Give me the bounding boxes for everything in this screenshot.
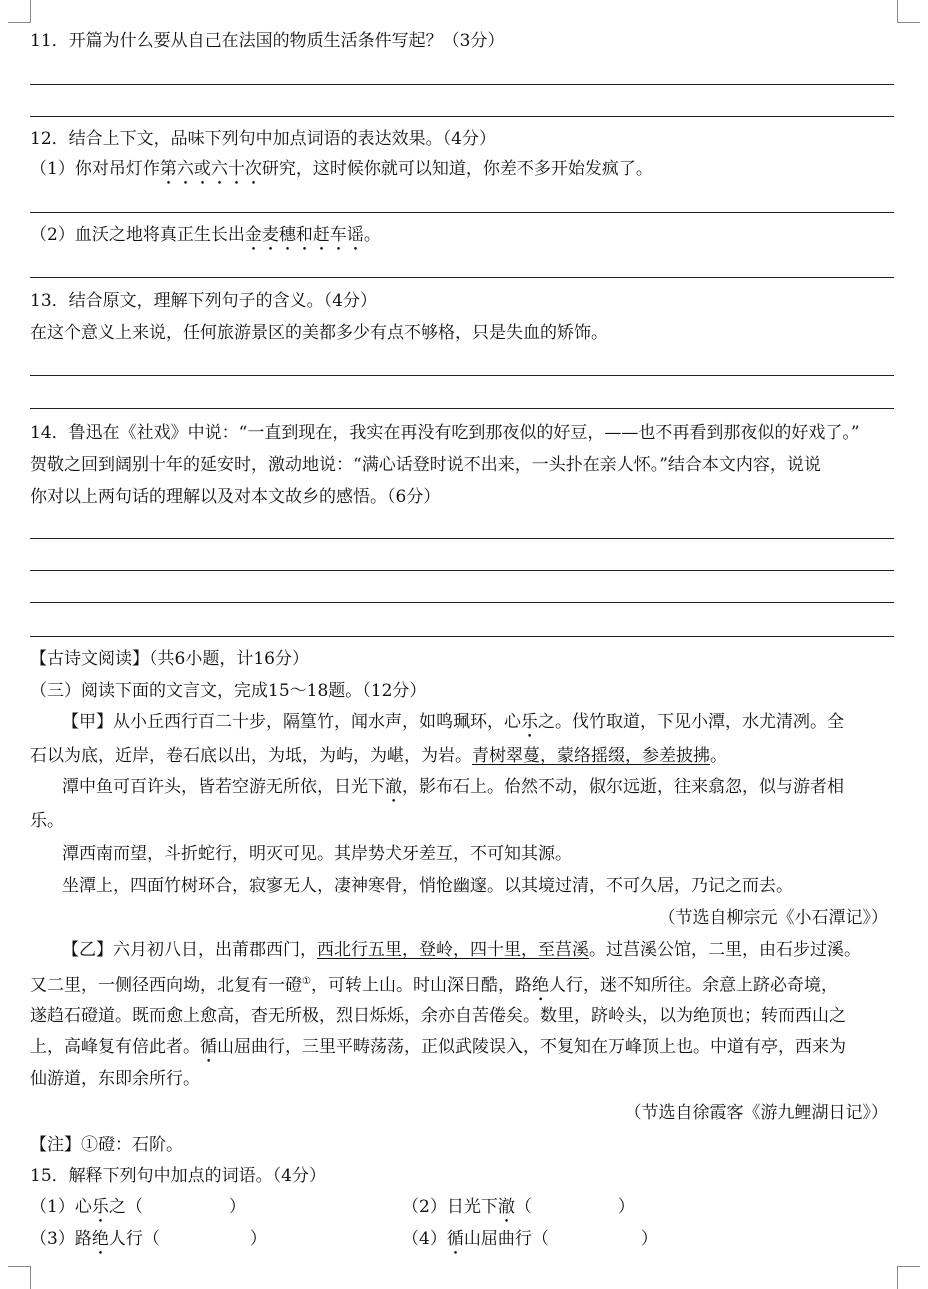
answer-line[interactable] <box>30 602 894 603</box>
text: 石以为底，近岸，卷石底以出，为坻，为屿，为嵁，为岩。 <box>30 746 472 766</box>
passage-jia-p2 <box>62 776 894 807</box>
dotted-word: 澈 <box>497 1197 515 1217</box>
answer-line[interactable] <box>30 538 894 539</box>
text: 之。伐竹取道，下见小潭，水尤清冽。全 <box>538 712 844 732</box>
text: 山屈曲行（ <box>463 1229 549 1249</box>
passage-jia-p4: 坐潭上，四面竹树环合，寂寥无人，凄神寒骨，悄怆幽邃。以其境过清，不可久居，乃记之而去。 <box>62 876 793 896</box>
answer-line[interactable] <box>30 84 894 85</box>
passage-yi-source: （节选自徐霞客《游九鲤湖日记》） <box>624 1103 888 1123</box>
answer-line[interactable] <box>30 408 894 409</box>
text: ） <box>228 1197 246 1217</box>
text: （4） <box>402 1229 447 1249</box>
text: 人行，迷不知所往。余意上跻必奇境， <box>548 975 838 996</box>
text: ，可转上山。时山深日酷，路 <box>310 975 532 996</box>
answer-line[interactable] <box>30 212 894 213</box>
text: 【甲】从小丘西行百二十步，隔篁竹，闻水声，如鸣珮环，心 <box>62 712 521 732</box>
question-11: 11．开篇为什么要从自己在法国的物质生活条件写起？（3分） <box>30 31 505 51</box>
question-12-item-2 <box>30 224 894 255</box>
crop-mark-bottom-left <box>8 1266 31 1289</box>
question-15-item-1 <box>30 1196 246 1227</box>
passage-jia-source: （节选自柳宗元《小石潭记》） <box>658 908 888 928</box>
section-title: 【古诗文阅读】（共6小题，计16分） <box>30 649 309 669</box>
text: （ <box>514 1197 532 1217</box>
passage-yi-line-4 <box>30 1036 894 1067</box>
text: 人行（ <box>108 1229 160 1249</box>
question-14-line-2: 贺敬之回到阔别十年的延安时，激动地说：“满心话登时说不出来，一头扑在亲人怀。”结合本文内容，说说 <box>30 455 821 475</box>
text: ） <box>249 1229 267 1249</box>
text: 【乙】六月初八日，出莆郡西门， <box>62 940 317 960</box>
passage-jia-p1 <box>62 711 894 742</box>
answer-line[interactable] <box>30 375 894 376</box>
question-15-item-4 <box>402 1228 658 1259</box>
text: （1）你对吊灯作 <box>30 159 160 179</box>
text: ，影布石上。佁然不动，俶尔远逝，往来翕忽，似与游者相 <box>402 777 844 797</box>
text: ） <box>640 1229 658 1249</box>
text: 潭中鱼可百许头，皆若空游无所依，日光下 <box>62 777 385 797</box>
text: 山屈曲行，三里平畴荡荡，正似武陵误入，不复知在万峰顶上也。中道有亭，西来为 <box>217 1037 846 1057</box>
dotted-phrase: 金麦穗和赶车谣 <box>244 225 364 245</box>
dotted-word: 乐 <box>521 712 538 732</box>
section-subtitle: （三）阅读下面的文言文，完成15～18题。（12分） <box>30 681 427 701</box>
answer-line[interactable] <box>30 570 894 571</box>
question-12: 12．结合上下文，品味下列句中加点词语的表达效果。（4分） <box>30 129 496 149</box>
underlined-sentence: 青树翠蔓，蒙络摇缀，参差披拂 <box>472 746 710 766</box>
passage-yi-line-2 <box>30 971 894 1006</box>
question-13: 13．结合原文，理解下列句子的含义。（4分） <box>30 291 377 311</box>
answer-line[interactable] <box>30 116 894 117</box>
footnote-mark: ① <box>302 976 311 987</box>
text: 研究，这时候你就可以知道，你差不多开始发疯了。 <box>261 159 653 179</box>
dotted-word: 循 <box>446 1229 464 1249</box>
answer-line[interactable] <box>30 277 894 278</box>
text: （1）心 <box>30 1197 92 1217</box>
question-15-item-2 <box>402 1196 635 1227</box>
question-12-item-1 <box>30 158 894 189</box>
text: 。 <box>710 746 727 766</box>
text: 上，高峰复有倍此者。 <box>30 1037 200 1057</box>
passage-yi-line-3: 遂趋石磴道。既而愈上愈高，杳无所极，烈日烁烁，余亦自苦倦矣。数里，跻岭头，以为绝顶也；转而西山之 <box>30 1006 846 1026</box>
passage-jia-p3: 潭西南而望，斗折蛇行，明灭可见。其岸势犬牙差互，不可知其源。 <box>62 844 572 864</box>
text: 。 <box>363 225 381 245</box>
dotted-word: 绝 <box>531 975 549 996</box>
passage-yi-line-1 <box>62 939 894 961</box>
passage-jia-p1-line-2 <box>30 745 894 767</box>
dotted-word: 乐 <box>91 1197 109 1217</box>
answer-line[interactable] <box>30 636 894 637</box>
passage-yi-line-5: 仙游道，东即余所行。 <box>30 1069 200 1089</box>
crop-mark-top-right <box>897 0 920 23</box>
text: （2）日光下 <box>402 1197 498 1217</box>
dotted-word: 绝 <box>91 1229 109 1249</box>
text: （3）路 <box>30 1229 92 1249</box>
crop-mark-bottom-right <box>897 1266 920 1289</box>
text: 。过莒溪公馆，二里，由石步过溪。 <box>589 940 861 960</box>
question-15-item-3 <box>30 1228 267 1259</box>
footnote: 【注】①磴：石阶。 <box>30 1135 183 1155</box>
dotted-word: 澈 <box>385 777 402 797</box>
text: 之（ <box>108 1197 143 1217</box>
text: ） <box>617 1197 635 1217</box>
text: （2）血沃之地将真正生长出 <box>30 225 245 245</box>
question-15: 15．解释下列句中加点的词语。（4分） <box>30 1166 326 1186</box>
question-14-line-3: 你对以上两句话的理解以及对本文故乡的感悟。（6分） <box>30 487 441 507</box>
dotted-word: 循 <box>200 1037 217 1057</box>
crop-mark-top-left <box>8 0 31 23</box>
question-14-line-1: 14．鲁迅在《社戏》中说：“一直到现在，我实在再没有吃到那夜似的好豆，——也不再看到那夜似的好戏了。” <box>30 423 860 443</box>
underlined-sentence: 西北行五里，登岭，四十里，至莒溪 <box>317 940 589 960</box>
passage-jia-p2-line-2: 乐。 <box>30 811 64 831</box>
text: 又二里，一侧径西向坳，北复有一磴 <box>30 975 302 996</box>
question-13-quote: 在这个意义上来说，任何旅游景区的美都多少有点不够格，只是失血的矫饰。 <box>30 323 608 343</box>
dotted-phrase: 第六或六十次 <box>159 159 262 179</box>
